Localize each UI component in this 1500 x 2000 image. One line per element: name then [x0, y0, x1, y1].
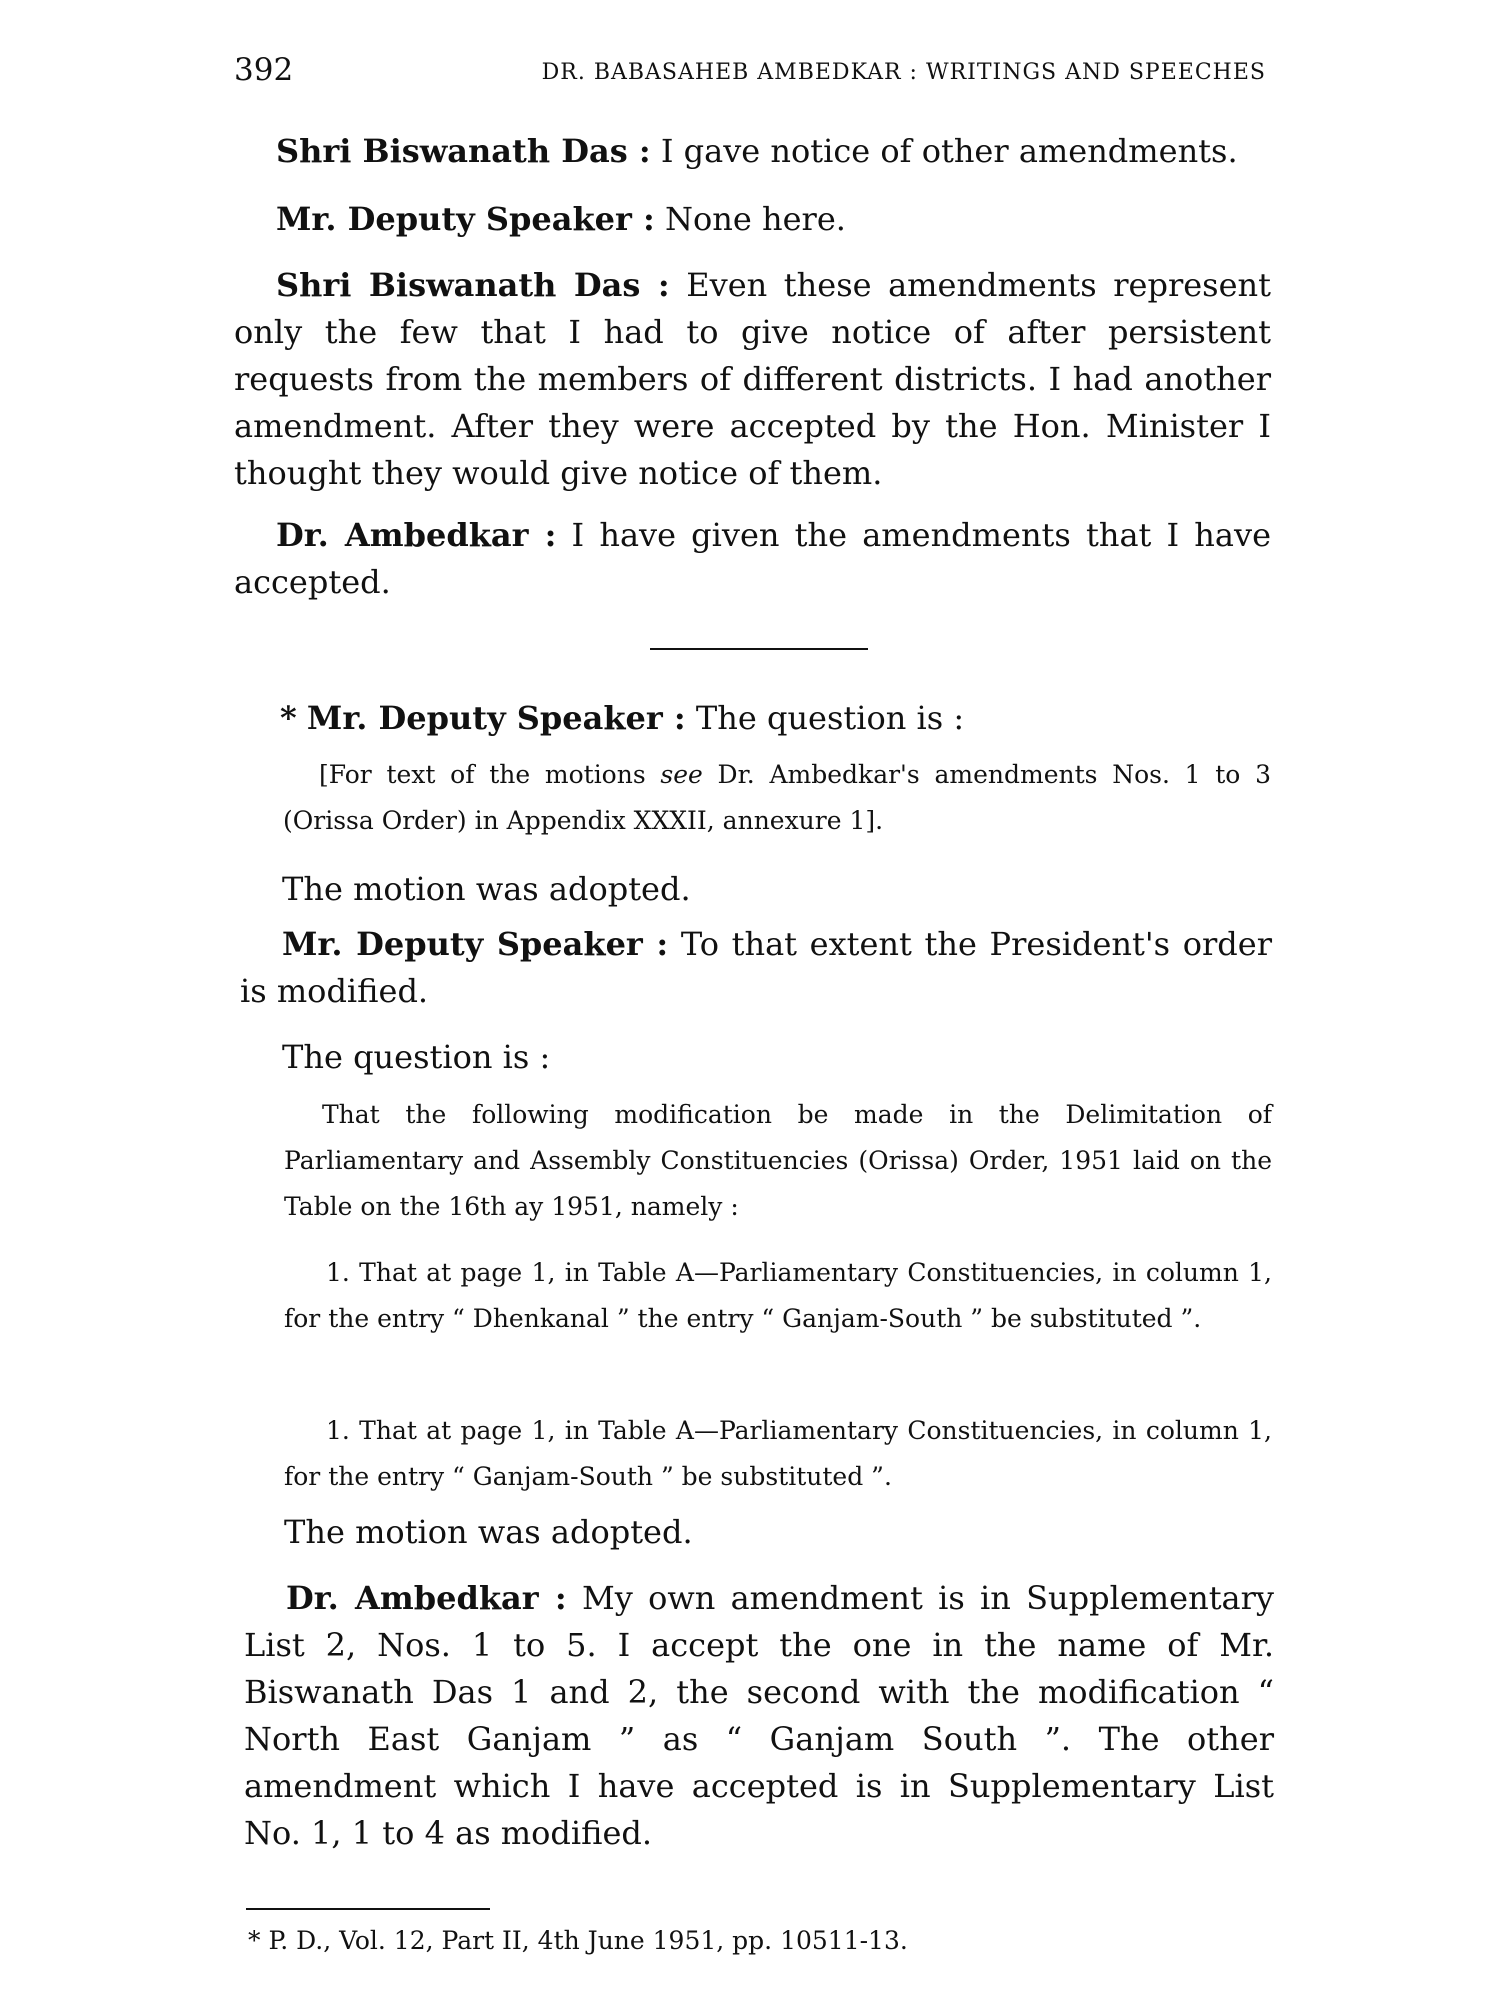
reference-see: see	[660, 760, 703, 789]
motion-body: That the following modification be made in the Delimitation of Parliamentary and Assembly Constituencies (Orissa) Order, 1951 laid on the Table on the 16th ay 1951, namely :	[284, 1100, 1272, 1221]
footnote-marker: *	[280, 699, 297, 737]
speech-text: My own amendment is in Supplementary List 2, Nos. 1 to 5. I accept the one in the name of Mr. Biswanath Das 1 and 2, the second with the modification “ North East Ganjam ” as “ Ganjam South ”. The other amendment which I have accepted is in Supplementary List No. 1, 1 to 4 as modified.	[244, 1579, 1274, 1852]
motion-item	[284, 1250, 1272, 1342]
result-text: The motion was adopted.	[284, 1513, 693, 1551]
speech-text: I have given the amendments that I have accepted.	[234, 516, 1271, 601]
speaker-name: Shri Biswanath Das :	[276, 266, 670, 304]
speech-paragraph	[280, 695, 1270, 742]
motion-item-text: 1. That at page 1, in Table A—Parliamentary Constituencies, in column 1, for the entry “ Dhenkanal ” the entry “ Ganjam-South ” be substituted ”.	[284, 1258, 1272, 1333]
reference-text: Dr. Ambedkar's amendments Nos. 1 to 3 (Orissa Order) in Appendix XXXII, annexure 1].	[283, 760, 1271, 835]
speech-paragraph	[276, 196, 1271, 243]
speech-paragraph	[234, 512, 1271, 606]
speaker-name: Shri Biswanath Das :	[276, 132, 651, 170]
speech-text: The question is :	[685, 699, 965, 737]
speech-text: Even these amendments represent only the few that I had to give notice of after persistent requests from the members of different districts. I had another amendment. After they were accepted by the Hon. Minister I thought they would give notice of them.	[234, 266, 1272, 492]
running-title: DR. BABASAHEB AMBEDKAR : WRITINGS AND SPEECHES	[541, 60, 1266, 85]
motion-item-text: 1. That at page 1, in Table A—Parliamentary Constituencies, in column 1, for the entry “ Ganjam-South ” be substituted ”.	[284, 1416, 1272, 1491]
footnote-divider	[246, 1908, 490, 1910]
section-divider	[650, 648, 868, 650]
speaker-name: Dr. Ambedkar :	[286, 1579, 567, 1617]
speech-paragraph	[240, 921, 1272, 1015]
speaker-name: Mr. Deputy Speaker :	[276, 200, 655, 238]
motion-result	[282, 866, 1270, 913]
motion-result	[284, 1509, 1272, 1556]
question-text	[282, 1034, 1270, 1081]
motion-reference	[283, 752, 1271, 844]
speech-text: I gave notice of other amendments.	[650, 132, 1238, 170]
speech-paragraph	[244, 1575, 1274, 1857]
result-text: The motion was adopted.	[282, 870, 691, 908]
motion-item	[284, 1408, 1272, 1500]
page-number: 392	[234, 52, 294, 88]
question-label: The question is :	[282, 1038, 551, 1076]
speech-paragraph	[234, 262, 1271, 497]
reference-text: [For text of the motions	[319, 760, 661, 789]
footnote-text: * P. D., Vol. 12, Part II, 4th June 1951, pp. 10511-13.	[248, 1926, 908, 1955]
motion-text	[284, 1092, 1272, 1230]
page-header	[234, 52, 1266, 102]
speaker-name: Mr. Deputy Speaker :	[306, 699, 686, 737]
speech-paragraph	[276, 128, 1271, 175]
footnote	[248, 1926, 1268, 1955]
speaker-name: Dr. Ambedkar :	[276, 516, 557, 554]
speaker-name: Mr. Deputy Speaker :	[282, 925, 669, 963]
speech-text: None here.	[654, 200, 846, 238]
speech-text: To that extent the President's order is modified.	[240, 925, 1273, 1010]
